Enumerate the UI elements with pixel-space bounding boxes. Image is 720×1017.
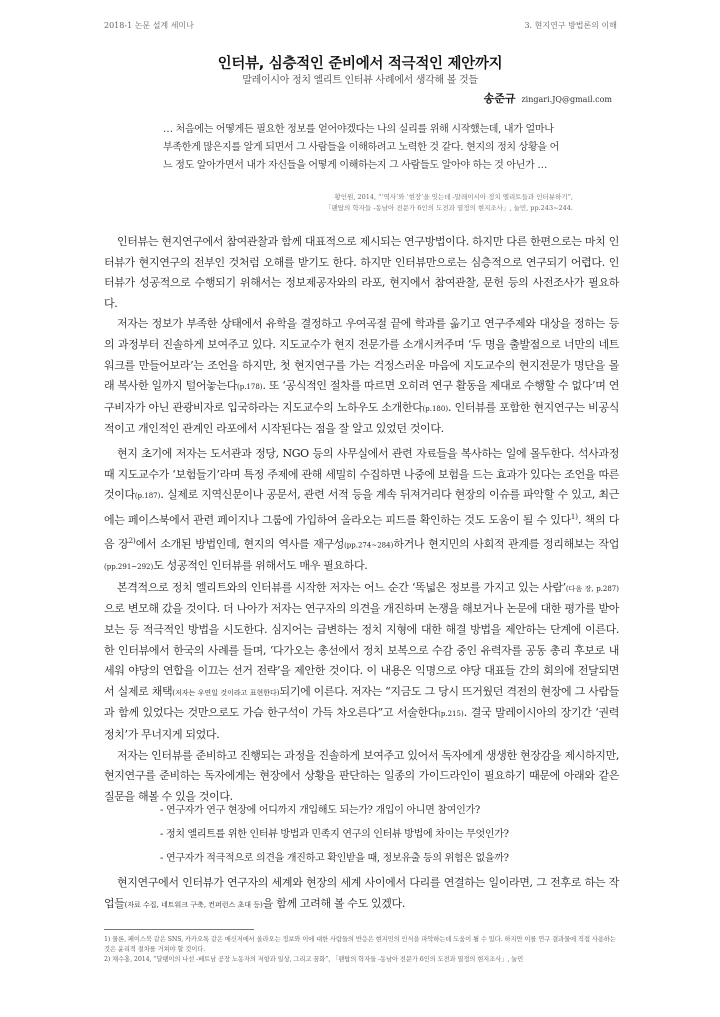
text-run: 현지 초기에 저자는 도서관과 정당, NGO 등의 사무실에서 관련 자료들을 복사하는 일에 몰두한다. 석사과정 때 지도교수가 ‘보험들기’라며 특정 주제에 관해 세밀히 수집하면 나중에 보험을 드는 효과가 있다는 조언을 따른 것이다 xyxy=(104,446,619,502)
text-run: . 실제로 지역신문이나 공문서, 관련 서적 등을 계속 뒤져거리다 현장의 이슈를 파악할 수 있고, 최근에는 페이스북에서 관련 페이지나 그룹에 가입하여 올라오는 피드를 확인하는 것도 도움이 될 수 있다 xyxy=(104,488,619,527)
text-run: 에서 소개된 방법인데, 현지의 역사를 재구성 xyxy=(135,537,345,551)
epigraph-source xyxy=(233,192,573,214)
page-citation: (pp.291~292) xyxy=(104,563,154,572)
running-header-right: 3. 현지연구 방법론의 이해 xyxy=(524,21,617,30)
page-subtitle: 말레이시아 정치 엘리트 인터뷰 사례에서 생각해 볼 것들 xyxy=(242,75,478,86)
body-paragraph xyxy=(104,578,619,746)
main-body xyxy=(104,232,619,807)
question-item: - 연구자가 연구 현장에 어디까지 개입해도 되는가? 개입이 아니면 참여인가? xyxy=(160,805,480,816)
page-citation: (p.187) xyxy=(134,492,161,501)
page-title: 인터뷰, 심층적인 준비에서 적극적인 제안까지 xyxy=(217,56,503,72)
author-line xyxy=(484,90,612,106)
question-item: - 정치 엘리트를 위한 인터뷰 방법과 민족지 연구의 인터뷰 방법에 차이는 무엇인가? xyxy=(160,829,509,840)
epigraph-quote: … 처음에는 어떻게든 필요한 정보를 얻어야겠다는 나의 실리를 위해 시작했는데, 내가 얼마나 부족한게 많은지를 알게 되면서 그 사람들을 이해하려고 노력한 것 같다. 현지의 정치 상황을 어느 정도 알아가면서 내가 자신들을 어떻게 이해하는지 그 사람들도 알아야 하는 것 아닌가 … xyxy=(163,124,559,171)
footnote-divider xyxy=(104,929,254,930)
text-run: 하거나 현지민의 사회적 관계를 정리해보는 작업 xyxy=(393,537,619,551)
text-run: 을 함께 고려해 볼 수도 있겠다. xyxy=(262,896,405,910)
question-item: - 연구자가 적극적으로 의견을 개진하고 확인받을 때, 정보유출 등의 위험은 없을까? xyxy=(160,853,509,864)
inline-note: (저자는 우연일 것이라고 표현한다) xyxy=(172,688,280,697)
epigraph-source-line: 「팬탑의 학자들 -동남아 전문가 6인의 도전과 열정의 현지조사」, 눌민, pp.243~244. xyxy=(324,204,573,212)
text-run: 본격적으로 정치 엘리트와의 인터뷰를 시작한 저자는 어느 순간 ‘똑넓은 정보를 가지고 있는 사람’ xyxy=(117,580,566,594)
text-run: . 결국 말레이시아의 장기간 ‘권력정치’가 무너지게 되었다. xyxy=(104,706,620,741)
author-name: 송준규 xyxy=(483,92,516,105)
epigraph-source-line: 황인원, 2014, “‘역사’와 ‘현장’을 잇는데 -말레이시아 정치 엘리트들과 인터뷰하기”, xyxy=(334,193,573,201)
question-list xyxy=(160,799,580,871)
body-paragraph xyxy=(104,314,619,440)
footnote-item: 2) 채수홍, 2014, “달팽이의 나선 -베트남 공장 노동자의 저항과 일상, 그리고 꿈화”, 「팬탑의 학자들 -동남아 전문가 6인의 도전과 열정의 현지조사」, 눌민 xyxy=(104,956,524,963)
footnote-ref[interactable]: 1) xyxy=(570,512,579,521)
footnotes xyxy=(104,935,619,965)
text-run: 되기에 이른다. 저자는 “지금도 그 당시 뜨거웠던 격전의 현장에 그 사람들과 함께 있었다는 것만으로도 가슴 한구석이 가득 차오른다”고 서술한다 xyxy=(104,684,619,720)
inline-note: (자료 수집, 네트워크 구축, 컨퍼런스 초대 등) xyxy=(124,900,263,909)
footnote-ref[interactable]: 2) xyxy=(128,536,136,545)
text-run: 도 성공적인 인터뷰를 위해서도 매우 필요하다. xyxy=(153,559,368,573)
text-run: 으로 변모해 갔을 것이다. 더 나아가 저자는 연구자의 의견을 개진하며 논쟁을 해보거나 논문에 대한 평가를 받아보는 등 적극적인 방법을 시도한다. 심지어는 급변하는 정치 지형에 대한 해결 방법을 제안하는 단계에 이른다. 한 인터뷰에서 한국의 사례를 들며, ‘다가오는 총선에서 정치 보복으로 수감 중인 유력자를 공동 총리 후보로 내세워 야당의 연합을 이끄는 선거 전략’을 제안한 것이다. 이 내용은 익명으로 야당 대표들 간의 회의에 전달되면서 실제로 채택 xyxy=(104,602,619,698)
body-paragraph: 저자는 인터뷰를 준비하고 진행되는 과정을 진솔하게 보여주고 있어서 독자에게 생생한 현장감을 제시하지만, 현지연구를 준비하는 독자에게는 현장에서 상황을 판단하는 일종의 가이드라인이 필요하기 때문에 아래와 같은 질문을 해볼 수 있을 것이다. xyxy=(104,748,619,803)
body-paragraph xyxy=(104,873,619,915)
body-paragraph: 인터뷰는 현지연구에서 참여관찰과 함께 대표적으로 제시되는 연구방법이다. 하지만 다른 한편으로는 마치 인터뷰가 현지연구의 전부인 것처럼 오해를 받기도 한다. 하지만 인터뷰만으로는 심층적으로 연구되기 어렵다. 인터뷰가 성공적으로 수행되기 위해서는 정보제공자와의 라포, 현지에서 참여관찰, 문헌 등의 사전조사가 필요하다. xyxy=(104,235,619,310)
footnote-item: 1) 물론, 페이스북 같은 SNS, 카카오톡 같은 메신저에서 올라오는 정보와 이에 대한 사람들의 반응은 현지민의 인식을 파악하는데 도움이 될 수 있다. 하지만 이를 연구 결과물에 직접 사용하는 것은 윤리적 절차를 거쳐야 할 것이다. xyxy=(104,936,616,953)
text-run: 현지연구에서 인터뷰가 연구자의 세계와 현장의 세계 사이에서 다리를 연결하는 일이라면, 그 전후로 하는 작업들 xyxy=(104,876,619,910)
page-citation: (p.180) xyxy=(422,404,449,413)
page-citation: (p.215) xyxy=(438,710,464,719)
text-run: . 인터뷰를 포함한 현지연구는 비공식적이고 개인적인 관계인 라포에서 시작된다는 점을 잘 알고 있었던 것이다. xyxy=(104,400,619,436)
text-run: . 또 ‘공식적인 절차를 따르면 오히려 연구 활동을 제대로 수행할 수 없다’며 연구비자가 아닌 관광비자로 입국하라는 지도교수의 노하우도 소개한다 xyxy=(104,379,619,414)
page-citation: (p.178) xyxy=(237,383,263,392)
text-run: 저자는 정보가 부족한 상태에서 유학을 결정하고 우여곡절 끝에 학과를 옮기고 연구주제와 대상을 정하는 등의 과정부터 진솔하게 보여주고 있다. 지도교수가 현지 전문가를 소개시켜주며 ‘두 명을 출발점으로 너만의 네트워크를 만들어보라’는 조언을 하지만, 첫 현지연구를 가는 걱정스러운 마음에 지도교수의 현지전문가 명단을 몰래 복사한 일까지 털어놓는다 xyxy=(104,317,619,393)
page-citation: (다음 장, p.287) xyxy=(565,584,619,593)
closing-paragraph xyxy=(104,873,619,915)
author-email: zingari.JQ@gmail.com xyxy=(521,95,612,104)
body-paragraph xyxy=(104,444,619,578)
running-header-left: 2018-1 논문 설계 세미나 xyxy=(104,21,194,30)
page-citation: (pp.274~284) xyxy=(344,541,394,550)
text-run: . 책의 다음 장 xyxy=(104,513,619,551)
